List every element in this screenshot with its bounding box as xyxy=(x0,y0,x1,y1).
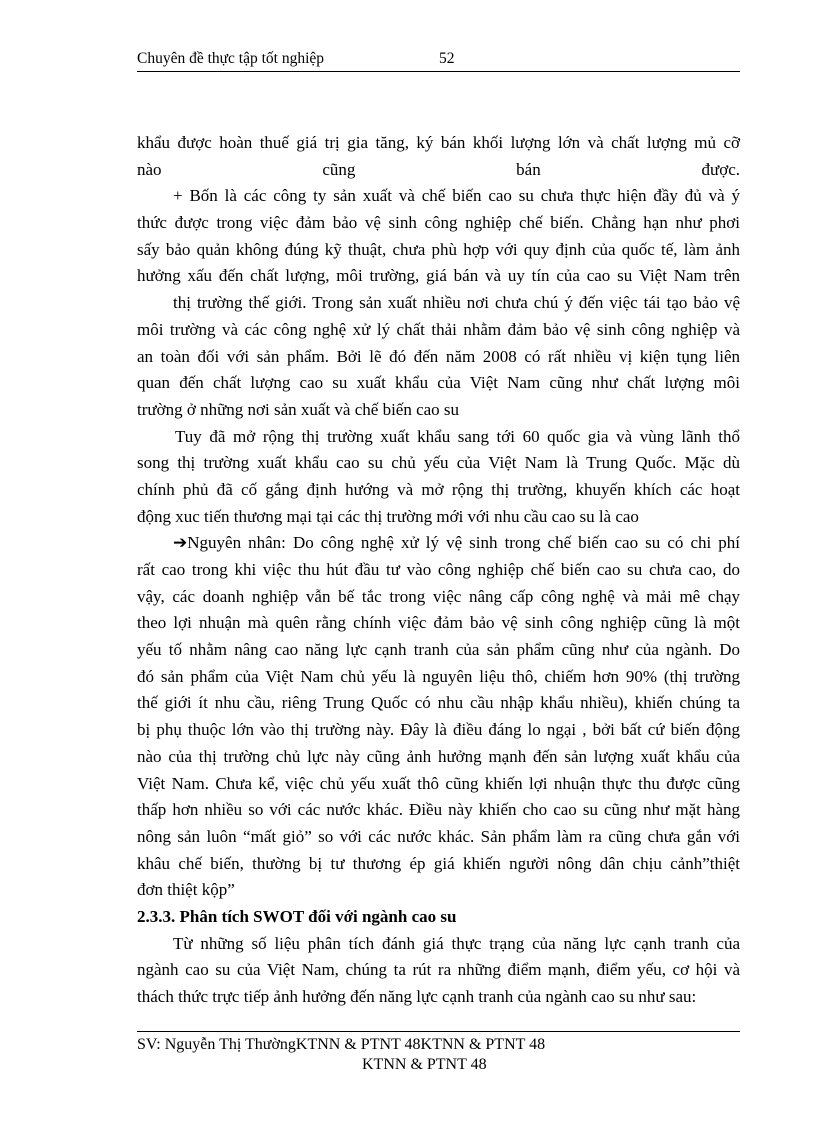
text-line: khẩu được hoàn thuế giá trị gia tăng, ký bán khối lượng lớn và chất lượng mủ cỡ xyxy=(137,133,740,152)
text-line: trường ở những nơi sản xuất và chế biến cao su xyxy=(137,399,460,419)
text-line: khâu chế biến, thường bị tư thương ép giá khiến người nông dân chịu cảnh”thiệt xyxy=(137,853,740,873)
text-line: ngành cao su của Việt Nam, chúng ta rút ra những điểm mạnh, điểm yếu, cơ hội và xyxy=(137,960,740,980)
text-line: thị trường thế giới. Trong sản xuất nhiều nơi chưa chú ý đến việc tái tạo bảo vệ xyxy=(173,293,740,313)
page-number: 52 xyxy=(439,50,455,67)
text-line: môi trường và các công nghệ xử lý chất thải nhằm đảm bảo vệ sinh công nghiệp và xyxy=(137,319,740,339)
text-line: nông sản luôn “mất giỏ” so với các nước khác. Sản phẩm làm ra cũng chưa gắn với xyxy=(137,826,740,846)
footer-divider xyxy=(137,1031,740,1032)
text-line: yếu tố nhằm nâng cao năng lực cạnh tranh của sản phẩm cũng như của ngành. Do xyxy=(137,640,740,660)
text-line: Việt Nam. Chưa kể, việc chủ yếu xuất thô cũng khiến lợi nhuận thực thu được cũng xyxy=(137,773,740,793)
word: nào xyxy=(137,159,162,179)
text-line: hưởng xấu đến chất lượng, môi trường, giá bán và uy tín của cao su Việt Nam trên xyxy=(137,266,740,286)
word: được. xyxy=(701,159,740,179)
word: cũng xyxy=(322,159,356,179)
text-line: động xuc tiến thương mại tại các thị trường mới với nhu cầu cao su là cao xyxy=(137,506,639,526)
text-line: quan đến chất lượng cao su xuất khẩu của Việt Nam cũng như chất lượng môi xyxy=(137,373,740,393)
text-line: đó sản phẩm của Việt Nam chủ yếu là nguyên liệu thô, chiếm hơn 90% (thị trường xyxy=(137,666,740,686)
text-line: Từ những số liệu phân tích đánh giá thực trạng của năng lực cạnh tranh của xyxy=(173,933,740,953)
text-line: chính phủ đã cố gắng định hướng và mở rộng thị trường, khuyến khích các hoạt xyxy=(137,479,740,499)
text-line: thấp hơn nhiều so với các nước khác. Điều này khiến cho cao su cũng như mặt hàng xyxy=(137,800,740,820)
text-line: nào của thị trường chủ lực này cũng ảnh hưởng mạnh đến sản lượng xuất khẩu của xyxy=(137,746,740,766)
text-line: thách thức trực tiếp ảnh hưởng đến năng lực cạnh tranh của ngành cao su như sau: xyxy=(137,987,697,1006)
document-body xyxy=(137,130,740,1011)
text-line: sấy bảo quản không đúng kỹ thuật, chưa phù hợp với quy định của quốc tế, làm ảnh xyxy=(137,239,740,259)
text-line: an toàn đối với sản phẩm. Bởi lẽ đó đến năm 2008 có rất nhiều vị kiện tụng liên xyxy=(137,346,740,366)
text-line: song thị trường xuất khẩu cao su chủ yếu của Việt Nam là Trung Quốc. Mặc dù xyxy=(137,453,740,473)
text-line: đơn thiệt kộp” xyxy=(137,880,235,900)
text-line: bị phụ thuộc lớn vào thị trường này. Đây là điều đáng lo ngại , bởi bất cứ biến động xyxy=(137,720,740,740)
text-line: theo lợi nhuận mà quên rằng chính việc đảm bảo vệ sinh công nghiệp cũng là một xyxy=(137,613,740,633)
header-title: Chuyên đề thực tập tốt nghiệp xyxy=(137,50,325,67)
text-line: Tuy đã mở rộng thị trường xuất khẩu sang tới 60 quốc gia và vùng lãnh thổ xyxy=(175,426,740,446)
text-line: + Bốn là các công ty sản xuất và chế biến cao su chưa thực hiện đầy đủ và ý xyxy=(173,186,740,206)
text-line-spread xyxy=(137,157,740,184)
text-line: thức được trong việc đảm bảo vệ sinh công nghiệp chế biến. Chẳng hạn như phơi xyxy=(137,213,740,233)
text-line: rất cao trong khi việc thu hút đầu tư vào công nghiệp chế biến cao su chưa cao, do xyxy=(137,560,740,579)
text-line: ➔Nguyên nhân: Do công nghệ xử lý vệ sinh trong chế biến cao su có chi phí xyxy=(173,533,740,553)
section-heading: 2.3.3. Phân tích SWOT đối với ngành cao su xyxy=(137,906,457,926)
text-line: vậy, các doanh nghiệp vẫn bế tắc trong việc nâng cấp công nghệ và mải mê chạy xyxy=(137,586,740,606)
word: bán xyxy=(516,159,541,179)
footer-line-2: KTNN & PTNT 48 xyxy=(362,1056,487,1073)
footer-line-1: SV: Nguyễn Thị ThườngKTNN & PTNT 48KTNN & PTNT 48 xyxy=(137,1036,546,1053)
text-line: thế giới ít nhu cầu, riêng Trung Quốc có nhu cầu nhập khẩu nhiều), khiến chúng ta xyxy=(137,693,740,713)
header-divider xyxy=(137,71,740,72)
page-header xyxy=(137,50,740,70)
